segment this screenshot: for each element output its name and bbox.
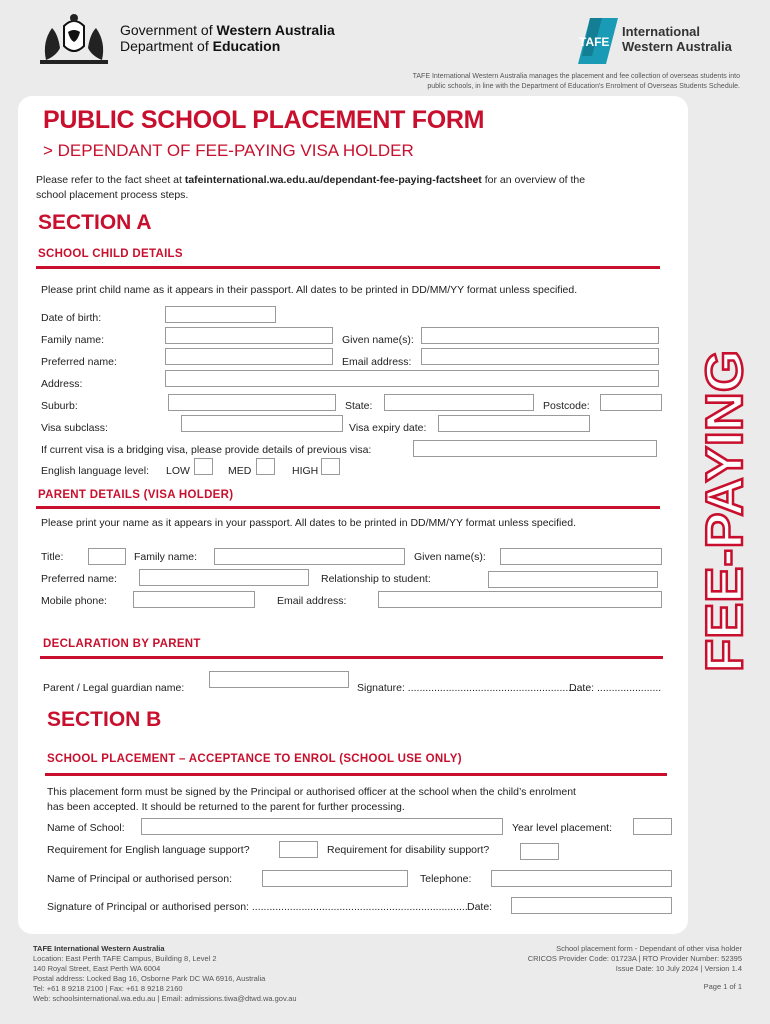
guardian-name-label: Parent / Legal guardian name: bbox=[43, 682, 185, 694]
principal-date-field[interactable] bbox=[511, 897, 672, 914]
postcode-label: Postcode: bbox=[543, 400, 590, 412]
fee-paying-text: FEE-PAYING bbox=[696, 362, 754, 672]
page-number: Page 1 of 1 bbox=[703, 982, 742, 991]
parent-mobile-label: Mobile phone: bbox=[41, 595, 107, 607]
preferred-name-field[interactable] bbox=[165, 348, 333, 365]
high-label: HIGH bbox=[292, 465, 319, 477]
guardian-name-field[interactable] bbox=[209, 671, 349, 688]
parent-details-note: Please print your name as it appears in your passport. All dates to be printed in DD/MM/YY format unless specified. bbox=[41, 517, 576, 529]
english-level-label: English language level: bbox=[41, 465, 149, 477]
declaration-rule bbox=[40, 656, 663, 659]
form-title: PUBLIC SCHOOL PLACEMENT FORM bbox=[43, 106, 485, 134]
parent-date-line[interactable]: Date: ...................... bbox=[569, 682, 662, 694]
suburb-field[interactable] bbox=[168, 394, 336, 411]
principal-name-field[interactable] bbox=[262, 870, 408, 887]
year-level-label: Year level placement: bbox=[512, 822, 613, 834]
parent-email-label: Email address: bbox=[277, 595, 347, 607]
given-names-field[interactable] bbox=[421, 327, 659, 344]
school-placement-rule bbox=[45, 773, 667, 776]
footer-contact: TAFE International Western Australia Location: East Perth TAFE Campus, Building 8, Level 2 140 Royal Street, East Perth WA 6004 Postal address: Locked Bag 16, Osborne Park DC WA 6916, Australia Tel: +61 8 9218 2100 | Fax: +61 8 9218 2160 Web: schoolsinternational.wa.edu.au | Email: admissions.tiwa@dtwd.wa.gov.au bbox=[33, 944, 297, 1003]
parent-given-field[interactable] bbox=[500, 548, 662, 565]
parent-email-field[interactable] bbox=[378, 591, 662, 608]
visa-expiry-field[interactable] bbox=[438, 415, 590, 432]
parent-mobile-field[interactable] bbox=[133, 591, 255, 608]
fee-paying-side-label bbox=[690, 346, 756, 676]
principal-signature-line[interactable]: Signature of Principal or authorised person: .......................................................................... bbox=[47, 901, 468, 913]
address-label: Address: bbox=[41, 378, 83, 390]
telephone-label: Telephone: bbox=[420, 873, 472, 885]
tafe-logo-icon bbox=[576, 16, 620, 66]
visa-expiry-label: Visa expiry date: bbox=[349, 422, 427, 434]
family-name-field[interactable] bbox=[165, 327, 333, 344]
tafe-badge-text: TAFE bbox=[579, 35, 610, 49]
principal-name-label: Name of Principal or authorised person: bbox=[47, 873, 233, 885]
section-a-heading: SECTION A bbox=[38, 211, 152, 234]
low-label: LOW bbox=[166, 465, 190, 477]
section-b-heading: SECTION B bbox=[47, 708, 162, 731]
factsheet-link[interactable]: tafeinternational.wa.edu.au/dependant-fee-paying-factsheet bbox=[184, 174, 482, 186]
footer-document-info: School placement form - Dependant of other visa holder CRICOS Provider Code: 01723A | RTO Provider Number: 52395 Issue Date: 10 July 2024 | Version 1.4 Page 1 of 1 bbox=[442, 944, 742, 992]
med-label: MED bbox=[228, 465, 252, 477]
school-name-field[interactable] bbox=[141, 818, 503, 835]
parent-preferred-field[interactable] bbox=[139, 569, 309, 586]
address-field[interactable] bbox=[165, 370, 659, 387]
english-support-field[interactable] bbox=[279, 841, 318, 858]
child-details-heading: SCHOOL CHILD DETAILS bbox=[38, 248, 183, 260]
high-checkbox[interactable] bbox=[321, 458, 340, 475]
given-names-label: Given name(s): bbox=[342, 334, 414, 346]
school-placement-heading: SCHOOL PLACEMENT – ACCEPTANCE TO ENROL (SCHOOL USE ONLY) bbox=[47, 753, 462, 765]
state-field[interactable] bbox=[384, 394, 534, 411]
dob-field[interactable] bbox=[165, 306, 276, 323]
parent-family-field[interactable] bbox=[214, 548, 405, 565]
suburb-label: Suburb: bbox=[41, 400, 78, 412]
dob-label: Date of birth: bbox=[41, 312, 102, 324]
intro-text: Please refer to the fact sheet at tafeinternational.wa.edu.au/dependant-fee-paying-factsheet for an overview of the school placement process steps. bbox=[36, 174, 586, 201]
english-support-label: Requirement for English language support? bbox=[47, 844, 250, 856]
school-name-label: Name of School: bbox=[47, 822, 125, 834]
form-subtitle: > DEPENDANT OF FEE-PAYING VISA HOLDER bbox=[43, 141, 414, 160]
state-label: State: bbox=[345, 400, 373, 412]
telephone-field[interactable] bbox=[491, 870, 672, 887]
disability-support-field[interactable] bbox=[520, 843, 559, 860]
parent-family-label: Family name: bbox=[134, 551, 198, 563]
year-level-field[interactable] bbox=[633, 818, 672, 835]
coat-of-arms-icon bbox=[34, 12, 114, 70]
bridging-visa-label: If current visa is a bridging visa, please provide details of previous visa: bbox=[41, 444, 372, 456]
email-field[interactable] bbox=[421, 348, 659, 365]
bridging-visa-field[interactable] bbox=[413, 440, 657, 457]
tafe-name: International Western Australia bbox=[622, 24, 732, 54]
parent-given-label: Given name(s): bbox=[414, 551, 486, 563]
postcode-field[interactable] bbox=[600, 394, 662, 411]
header-note: TAFE International Western Australia manages the placement and fee collection of overseas students into public schools, in line with the Department of Education's Enrolment of Overseas Students Schedule. bbox=[412, 73, 740, 90]
parent-title-field[interactable] bbox=[88, 548, 126, 565]
visa-subclass-label: Visa subclass: bbox=[41, 422, 108, 434]
parent-title-label: Title: bbox=[41, 551, 64, 563]
parent-details-rule bbox=[36, 506, 660, 509]
parent-signature-line[interactable]: Signature: .............................................................. bbox=[357, 682, 589, 694]
child-details-rule bbox=[36, 266, 660, 269]
low-checkbox[interactable] bbox=[194, 458, 213, 475]
med-checkbox[interactable] bbox=[256, 458, 275, 475]
relationship-field[interactable] bbox=[488, 571, 658, 588]
disability-support-label: Requirement for disability support? bbox=[327, 844, 490, 856]
declaration-heading: DECLARATION BY PARENT bbox=[43, 638, 201, 650]
school-placement-note: This placement form must be signed by the Principal or authorised officer at the school when the child’s enrolment has been accepted. It should be returned to the parent for further processing. bbox=[47, 786, 576, 813]
visa-subclass-field[interactable] bbox=[181, 415, 343, 432]
parent-details-heading: PARENT DETAILS (VISA HOLDER) bbox=[38, 489, 234, 501]
child-details-note: Please print child name as it appears in their passport. All dates to be printed in DD/MM/YY format unless specified. bbox=[41, 284, 578, 296]
government-name: Government of Western Australia Department of Education bbox=[120, 22, 335, 54]
preferred-name-label: Preferred name: bbox=[41, 356, 117, 368]
email-label: Email address: bbox=[342, 356, 412, 368]
principal-date-label: Date: bbox=[467, 901, 493, 913]
family-name-label: Family name: bbox=[41, 334, 105, 346]
parent-preferred-label: Preferred name: bbox=[41, 573, 117, 585]
relationship-label: Relationship to student: bbox=[321, 573, 431, 585]
